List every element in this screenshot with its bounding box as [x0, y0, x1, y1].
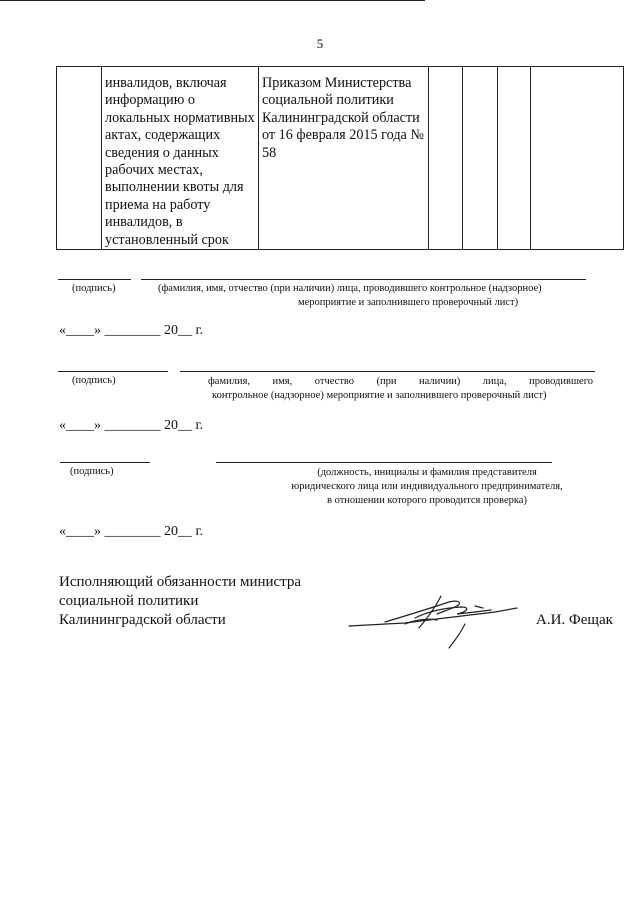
table-cell-requirement: инвалидов, включая информацию о локальных нормативных актах, содержащих сведения о данных рабочих местах, выполнении квоты для приема на работу инвалидов, в установленный срок [102, 67, 259, 250]
signature-label: (подпись) [70, 466, 114, 477]
name-label-line2: контрольное (надзорное) мероприятие и заполнившего проверочный лист) [212, 390, 547, 401]
name-line [141, 279, 586, 280]
signature-label: (подпись) [72, 283, 116, 294]
checklist-table [56, 66, 624, 250]
date-line: «____» ________ 20__ г. [59, 418, 204, 433]
signatory-name: А.И. Фещак [536, 612, 613, 628]
rep-label-line1: (должность, инициалы и фамилия представителя [317, 467, 537, 478]
table-cell-legal-basis: Приказом Министерства социальной политики Калининградской области от 16 февраля 2015 года № 58 [259, 67, 429, 250]
signatory-title-line1: Исполняющий обязанности министра [59, 574, 302, 590]
table-cell-yes [429, 67, 463, 250]
page-number: 5 [316, 36, 324, 51]
table-cell-note [531, 67, 624, 250]
signature-label: (подпись) [72, 375, 116, 386]
table-cell-number [57, 67, 102, 250]
date-line: «____» ________ 20__ г. [59, 323, 204, 338]
name-label-line1: фамилия, имя, отчество (при наличии) лица, проводившего [208, 376, 593, 387]
date-line: «____» ________ 20__ г. [59, 524, 204, 539]
table-cell-no [463, 67, 498, 250]
signatory-title-line3: Калининградской области [59, 612, 226, 628]
rep-label-line2: юридического лица или индивидуального предпринимателя, [291, 481, 563, 492]
signature-line [58, 279, 131, 280]
handwritten-signature [345, 588, 525, 654]
representative-line [216, 462, 552, 463]
name-label-line2: мероприятие и заполнившего проверочный лист) [298, 297, 519, 308]
signature-line [60, 462, 150, 463]
name-line [180, 371, 595, 372]
name-label-line1: (фамилия, имя, отчество (при наличии) лица, проводившего контрольное (надзорное) [158, 283, 542, 294]
table-row [57, 67, 624, 250]
table-cell-not-applicable [498, 67, 531, 250]
signatory-title-line2: социальной политики [59, 593, 199, 609]
signature-line [58, 371, 168, 372]
top-rule [0, 0, 425, 1]
rep-label-line3: в отношении которого проводится проверка) [327, 495, 527, 506]
